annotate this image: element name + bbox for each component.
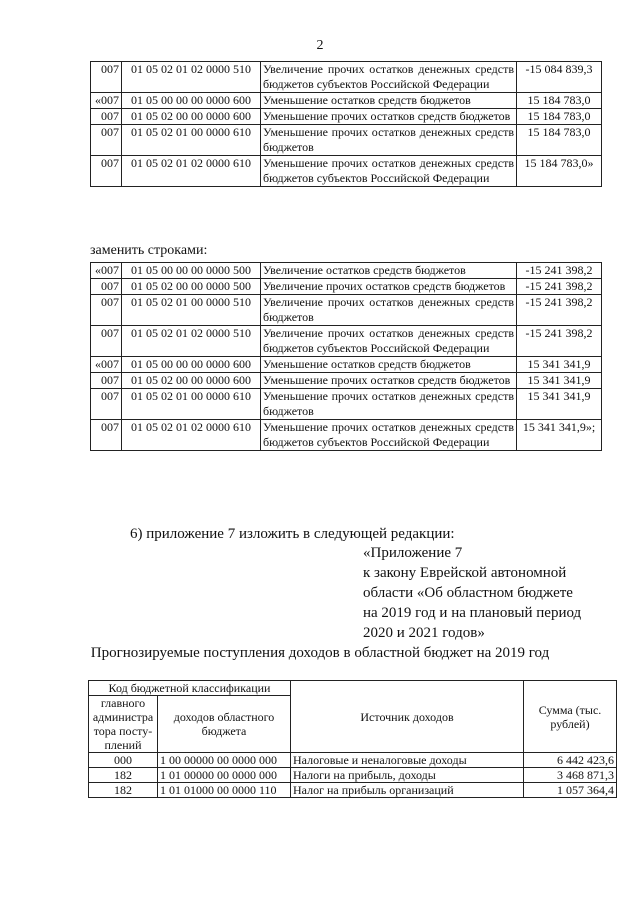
budget-code-cell: 01 05 02 01 02 0000 510: [122, 326, 261, 357]
table-row: [91, 156, 602, 187]
amount-cell: 15 184 783,0: [517, 93, 602, 109]
amount-cell: 3 468 871,3: [524, 768, 617, 783]
table-row: [89, 783, 617, 798]
amount-cell: 15 184 783,0»: [517, 156, 602, 187]
budget-code-cell: 01 05 02 00 00 0000 600: [122, 109, 261, 125]
amount-cell: 15 341 341,9: [517, 373, 602, 389]
amount-cell: 15 184 783,0: [517, 109, 602, 125]
amount-cell: -15 241 398,2: [517, 326, 602, 357]
admin-code-cell: 182: [89, 768, 158, 783]
new-rows-table: [90, 262, 602, 451]
amount-cell: -15 241 398,2: [517, 279, 602, 295]
name-cell: Увеличение прочих остатков денежных средств бюджетов субъектов Российской Федерации: [261, 326, 517, 357]
table-row: [91, 125, 602, 156]
budget-code-cell: 01 05 00 00 00 0000 600: [122, 93, 261, 109]
amount-cell: -15 241 398,2: [517, 295, 602, 326]
admin-code-cell: «007: [91, 263, 122, 279]
table-row: [89, 753, 617, 768]
name-cell: Уменьшение остатков средств бюджетов: [261, 357, 517, 373]
budget-code-cell: 01 05 02 00 00 0000 600: [122, 373, 261, 389]
admin-code-cell: 007: [91, 373, 122, 389]
amount-cell: -15 241 398,2: [517, 263, 602, 279]
appendix-line: области «Об областном бюджете: [363, 585, 573, 601]
name-cell: Увеличение прочих остатков средств бюджетов: [261, 279, 517, 295]
source-cell: Налоги на прибыль, доходы: [291, 768, 524, 783]
appendix-heading: [363, 543, 595, 643]
name-cell: Уменьшение прочих остатков денежных средств бюджетов: [261, 125, 517, 156]
income-table: [88, 680, 617, 798]
admin-code-cell: 007: [91, 279, 122, 295]
table-header-row: [89, 681, 617, 696]
header-admin-cell: главного администра тора посту- плений: [89, 696, 158, 753]
item-6-instruction: 6) приложение 7 изложить в следующей редакции:: [130, 526, 455, 542]
table-row: [91, 263, 602, 279]
budget-code-cell: 1 00 00000 00 0000 000: [158, 753, 291, 768]
source-cell: Налог на прибыль организаций: [291, 783, 524, 798]
table-row: [89, 768, 617, 783]
amount-cell: 15 341 341,9: [517, 357, 602, 373]
source-cell: Налоговые и неналоговые доходы: [291, 753, 524, 768]
header-income-code-cell: доходов областного бюджета: [158, 696, 291, 753]
name-cell: Уменьшение остатков средств бюджетов: [261, 93, 517, 109]
document-title: Прогнозируемые поступления доходов в областной бюджет на 2019 год: [90, 645, 550, 661]
budget-code-cell: 01 05 00 00 00 0000 600: [122, 357, 261, 373]
amount-cell: 6 442 423,6: [524, 753, 617, 768]
budget-code-cell: 01 05 02 01 02 0000 510: [122, 62, 261, 93]
name-cell: Уменьшение прочих остатков денежных средств бюджетов: [261, 389, 517, 420]
old-rows-table: [90, 61, 602, 187]
appendix-line: 2020 и 2021 годов»: [363, 625, 485, 641]
appendix-line: к закону Еврейской автономной: [363, 565, 567, 581]
table-row: [91, 373, 602, 389]
appendix-line: на 2019 год и на плановый период: [363, 605, 582, 621]
table-row: [91, 420, 602, 451]
admin-code-cell: «007: [91, 357, 122, 373]
table-row: [91, 279, 602, 295]
name-cell: Увеличение прочих остатков денежных средств бюджетов субъектов Российской Федерации: [261, 62, 517, 93]
table-row: [91, 389, 602, 420]
admin-code-cell: 007: [91, 109, 122, 125]
admin-code-cell: 007: [91, 420, 122, 451]
budget-code-cell: 01 05 02 01 02 0000 610: [122, 420, 261, 451]
budget-code-cell: 1 01 00000 00 0000 000: [158, 768, 291, 783]
amount-cell: -15 084 839,3: [517, 62, 602, 93]
page-number: 2: [316, 38, 324, 53]
budget-code-cell: 01 05 02 00 00 0000 500: [122, 279, 261, 295]
admin-code-cell: 007: [91, 295, 122, 326]
table-row: [91, 109, 602, 125]
header-amount-cell: Сумма (тыс. рублей): [524, 681, 617, 753]
table-row: [91, 357, 602, 373]
name-cell: Уменьшение прочих остатков денежных средств бюджетов субъектов Российской Федерации: [261, 156, 517, 187]
table-row: [91, 93, 602, 109]
name-cell: Увеличение прочих остатков денежных средств бюджетов: [261, 295, 517, 326]
admin-code-cell: 000: [89, 753, 158, 768]
name-cell: Уменьшение прочих остатков средств бюджетов: [261, 373, 517, 389]
amount-cell: 15 341 341,9: [517, 389, 602, 420]
budget-code-cell: 01 05 02 01 00 0000 610: [122, 125, 261, 156]
admin-code-cell: 007: [91, 389, 122, 420]
table-row: [91, 295, 602, 326]
budget-code-cell: 01 05 02 01 00 0000 510: [122, 295, 261, 326]
amount-cell: 15 184 783,0: [517, 125, 602, 156]
amount-cell: 1 057 364,4: [524, 783, 617, 798]
admin-code-cell: «007: [91, 93, 122, 109]
name-cell: Уменьшение прочих остатков средств бюджетов: [261, 109, 517, 125]
header-group-cell: Код бюджетной классификации: [89, 681, 291, 696]
admin-code-cell: 007: [91, 125, 122, 156]
admin-code-cell: 007: [91, 62, 122, 93]
budget-code-cell: 01 05 00 00 00 0000 500: [122, 263, 261, 279]
table-row: [91, 62, 602, 93]
admin-code-cell: 007: [91, 326, 122, 357]
replace-label: заменить строками:: [90, 243, 208, 258]
budget-code-cell: 01 05 02 01 02 0000 610: [122, 156, 261, 187]
header-source-cell: Источник доходов: [291, 681, 524, 753]
name-cell: Уменьшение прочих остатков денежных средств бюджетов субъектов Российской Федерации: [261, 420, 517, 451]
name-cell: Увеличение остатков средств бюджетов: [261, 263, 517, 279]
table-row: [91, 326, 602, 357]
appendix-line: «Приложение 7: [363, 545, 463, 561]
admin-code-cell: 182: [89, 783, 158, 798]
budget-code-cell: 1 01 01000 00 0000 110: [158, 783, 291, 798]
budget-code-cell: 01 05 02 01 00 0000 610: [122, 389, 261, 420]
admin-code-cell: 007: [91, 156, 122, 187]
amount-cell: 15 341 341,9»;: [517, 420, 602, 451]
